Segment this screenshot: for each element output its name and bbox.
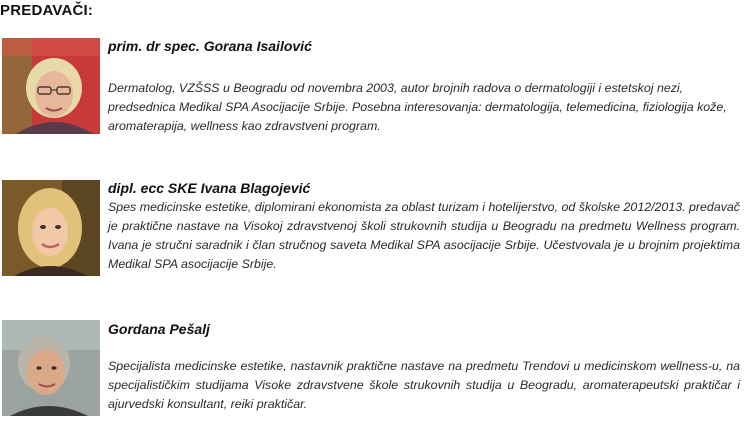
speaker-name: prim. dr spec. Gorana Isailović: [108, 38, 312, 54]
speaker-name: Gordana Pešalj: [108, 321, 210, 337]
speaker-bio: Spes medicinske estetike, diplomirani ekonomista za oblast turizam i hotelijerstvo, od školske 2012/2013. predavač je praktične nastave na Visokoj zdravstvenoj školi strukovnih studija u Beogradu na predmetu Wellness program. Ivana je stručni saradnik i član stručnog saveta Medikal SPA asocijacije Srbije. Učestvovala je u brojnim projektima Medikal SPA asocijacije Srbije.: [108, 200, 740, 271]
portrait-photo: [2, 38, 100, 134]
portrait-photo-icon: [2, 38, 100, 134]
section-heading: PREDAVAČI:: [0, 2, 94, 19]
speaker-bio: Specijalista medicinske estetike, nastavnik praktične nastave na predmetu Trendovi u medicinskom wellness-u, na specijalističkim studijama Visoke zdravstvene škole strukovnih studija u Beogradu, aromaterapeutski praktičar i ajurvedski konsultant, reiki praktičar.: [108, 359, 740, 411]
portrait-photo-icon: [2, 180, 100, 276]
portrait-photo: [2, 320, 100, 416]
speaker-bio: Dermatolog, VZŠSS u Beogradu od novembra 2003, autor brojnih radova o dermatologiji i estetskoj nezi, predsednica Medikal SPA Asocijacije Srbije. Posebna interesovanja: dermatologija, telemedicina, fiziologija kože, aromaterapija, wellness kao zdravstveni program.: [108, 81, 727, 133]
portrait-photo: [2, 180, 100, 276]
portrait-photo-icon: [2, 320, 100, 416]
speaker-name: dipl. ecc SKE Ivana Blagojević: [108, 180, 311, 196]
